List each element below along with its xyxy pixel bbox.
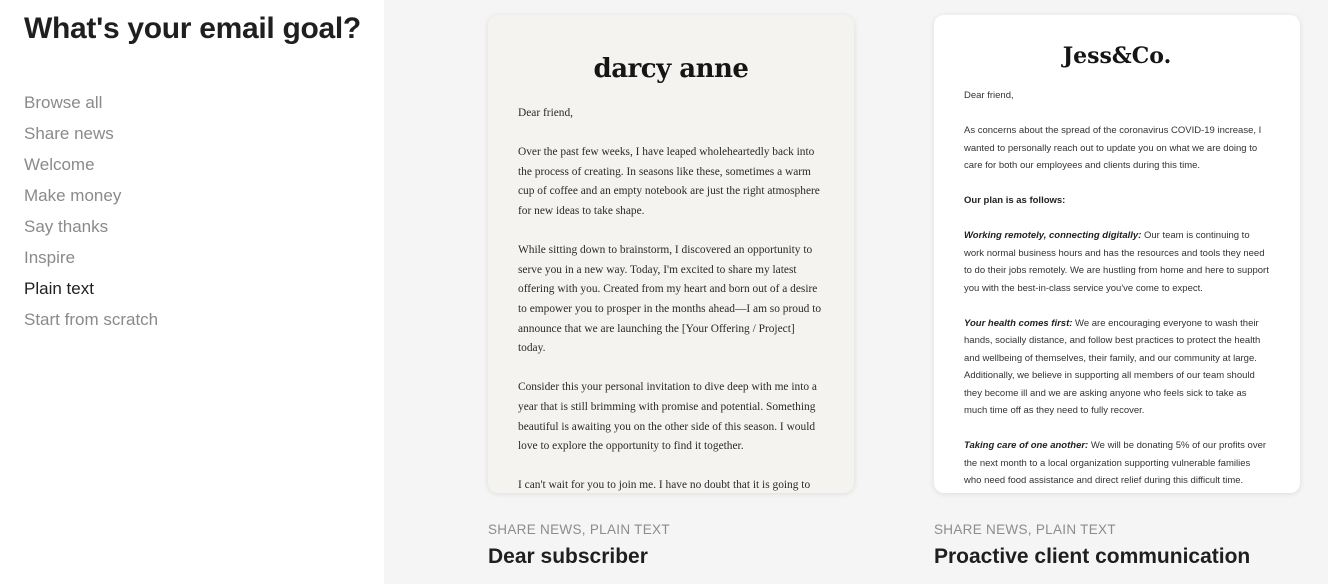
email-paragraph: I can't wait for you to join me. I have no doubt that it is going to <box>518 479 811 492</box>
email-body <box>488 104 854 493</box>
email-paragraph: Dear friend, <box>518 107 574 119</box>
email-paragraph <box>964 437 1270 490</box>
email-paragraph: Over the past few weeks, I have leaped wholeheartedly back into the process of creating. In seasons like these, sometimes a warm cup of coffee and an empty notebook are just the right atmosphere for new ideas to take shape. <box>518 146 820 217</box>
page-title: What's your email goal? <box>24 12 361 45</box>
section-lead: Working remotely, connecting digitally: <box>964 230 1142 241</box>
template-preview-card[interactable] <box>934 15 1300 493</box>
brand-logo: Jess&Co. <box>1062 43 1172 69</box>
email-paragraph: As concerns about the spread of the coronavirus COVID-19 increase, I wanted to personally reach out to update you on what we are doing to care for both our employees and clients during this time. <box>964 125 1262 171</box>
template-tags: SHARE NEWS, PLAIN TEXT <box>934 522 1116 537</box>
filter-plain-text[interactable]: Plain text <box>24 279 94 298</box>
template-preview-card[interactable] <box>488 15 854 493</box>
template-title[interactable]: Proactive client communication <box>934 545 1251 568</box>
template-gallery <box>384 0 1328 584</box>
section-lead: Taking care of one another: <box>964 440 1089 451</box>
email-body <box>934 87 1300 490</box>
filter-share-news[interactable]: Share news <box>24 124 114 143</box>
section-text: Our team is continuing to work normal business hours and has the resources and tools they need to do their jobs remotely. We are hustling from home and here to support you with the best-in-class service you've come to expect. <box>964 230 1269 294</box>
filter-make-money[interactable]: Make money <box>24 186 122 205</box>
sidebar <box>0 0 384 584</box>
filter-start-from-scratch[interactable]: Start from scratch <box>24 310 159 329</box>
filter-say-thanks[interactable]: Say thanks <box>24 217 109 236</box>
section-text: We are encouraging everyone to wash their hands, socially distance, and follow best practices to protect the health and wellbeing of themselves, their family, and our community at large. Additionally, we believe in supporting all members of our team should they become ill and we are asking anyone who feels sick to take as much time off as they need to fully recover. <box>964 317 1261 416</box>
email-greeting: Dear friend, <box>964 90 1014 101</box>
template-tags: SHARE NEWS, PLAIN TEXT <box>488 522 670 537</box>
template-title[interactable]: Dear subscriber <box>488 545 648 568</box>
section-text: We will be donating 5% of our profits over the next month to a local organization supporting vulnerable families who need food assistance and direct relief during this difficult time. <box>964 440 1267 486</box>
email-paragraph: While sitting down to brainstorm, I discovered an opportunity to serve you in a new way. Today, I'm excited to share my latest offering with you. Created from my heart and born out of a desire to empower you to prosper in the months ahead—I am so proud to announce that we are launching the [Your Offering / Project] today. <box>518 244 822 355</box>
section-lead: Your health comes first: <box>964 317 1073 329</box>
email-subheading: Our plan is as follows: <box>964 195 1066 206</box>
brand-logo: darcy anne <box>593 54 749 84</box>
email-paragraph <box>964 315 1270 420</box>
filter-browse-all[interactable]: Browse all <box>24 93 103 112</box>
goal-filter-list <box>24 90 158 338</box>
email-paragraph <box>964 227 1270 297</box>
filter-welcome[interactable]: Welcome <box>24 155 95 174</box>
email-paragraph: Consider this your personal invitation to dive deep with me into a year that is still brimming with promise and potential. Something beautiful is awaiting you on the other side of this season. I would love to explore the opportunity to find it together. <box>518 381 817 453</box>
filter-inspire[interactable]: Inspire <box>24 248 76 267</box>
